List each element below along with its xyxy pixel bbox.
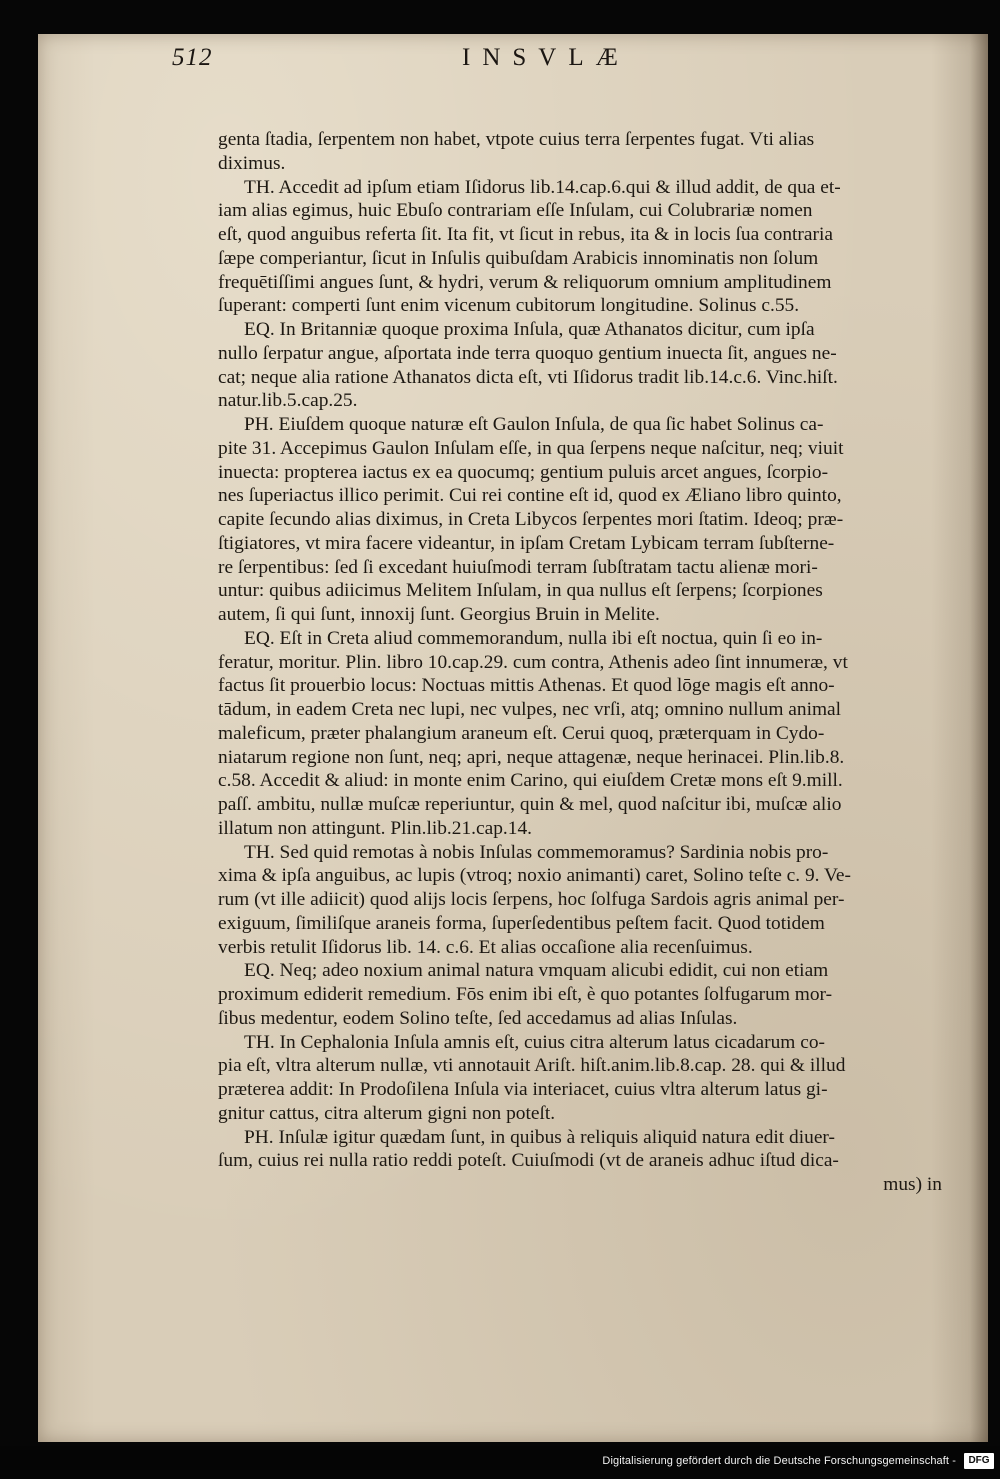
page-header xyxy=(172,44,932,84)
text-line: gnitur cattus, citra alterum gigni non poteſt. xyxy=(218,1102,556,1124)
text-line: præterea addit: In Prodoſilena Inſula via interiacet, cuius vltra alterum latus gi- xyxy=(218,1079,828,1100)
text-line: exiguum, ſimiliſque araneis forma, ſuperſedentibus peſtem facit. Quod totidem xyxy=(218,912,825,934)
text-line: capite ſecundo alias diximus, in Creta Libycos ſerpentes mori ſtatim. Ideoq; præ- xyxy=(218,509,844,530)
running-head: INSVLÆ xyxy=(462,44,630,71)
text-line: natur.lib.5.cap.25. xyxy=(218,390,358,412)
body-text xyxy=(218,128,958,1197)
text-line: autem, ſi qui ſunt, innoxij ſunt. Georgius Bruin in Melite. xyxy=(218,604,660,625)
text-line: TH. Accedit ad ipſum etiam Iſidorus lib.14.cap.6.qui & illud addit, de qua et- xyxy=(244,176,841,198)
text-line: re ſerpentibus: ſed ſi excedant huiuſmodi terram ſubſtratam tactu alienæ mori- xyxy=(218,556,818,578)
text-line: PH. Eiuſdem quoque naturæ eſt Gaulon Inſula, de qua ſic habet Solinus ca- xyxy=(244,414,824,435)
text-line: nullo ſerpatur angue, aſportata inde terra quoquo gentium inuecta ſit, angues ne- xyxy=(218,342,837,364)
page-edge-shadow xyxy=(970,34,988,1442)
digitization-footer xyxy=(0,1446,1000,1479)
text-line: paſſ. ambitu, nullæ muſcæ reperiuntur, quin & mel, quod naſcitur ibi, muſcæ alio xyxy=(218,794,842,815)
text-line: ſuperant: comperti ſunt enim vicenum cubitorum longitudine. Solinus c.55. xyxy=(218,295,800,317)
text-line: rum (vt ille adiicit) quod alijs locis ſerpens, hoc ſolfuga Sardois agris animal per- xyxy=(218,889,845,910)
page-number: 512 xyxy=(172,44,213,71)
text-line: tādum, in eadem Creta nec lupi, nec vulpes, nec vrſi, atq; omnino nullum animal xyxy=(218,699,842,720)
footer-credit: Digitalisierung gefördert durch die Deutsche Forschungsgemeinschaft - xyxy=(602,1455,956,1467)
text-line: inuecta: propterea iactus ex ea quocumq; gentium puluis arcet angues, ſcorpio- xyxy=(218,461,829,483)
text-line: untur: quibus adiicimus Melitem Inſulam, in qua nullus eſt ſerpens; ſcorpiones xyxy=(218,580,823,602)
text-line: eſt, quod anguibus referta ſit. Ita fit, vt ſicut in rebus, ita & in locis ſua contraria xyxy=(218,224,833,245)
text-line: feratur, moritur. Plin. libro 10.cap.29. cum contra, Athenis adeo ſint innumeræ, vt xyxy=(218,651,848,673)
text-line: genta ſtadia, ſerpentem non habet, vtpote cuius terra ſerpentes fugat. Vti alias xyxy=(218,129,815,150)
text-line: PH. Inſulæ igitur quædam ſunt, in quibus à reliquis aliquid natura edit diuer- xyxy=(244,1126,835,1148)
text-line: proximum ediderit remedium. Fōs enim ibi eſt, è quo potantes ſolfugarum mor- xyxy=(218,984,833,1005)
text-line: c.58. Accedit & aliud: in monte enim Carino, qui eiuſdem Cretæ mons eſt 9.mill. xyxy=(218,770,843,792)
text-line: EQ. Eſt in Creta aliud commemorandum, nulla ibi eſt noctua, quin ſi eo in- xyxy=(244,627,823,649)
text-line: illatum non attingunt. Plin.lib.21.cap.14. xyxy=(218,817,532,839)
text-line: cat; neque alia ratione Athanatos dicta eſt, vti Iſidorus tradit lib.14.c.6. Vinc.hiſt. xyxy=(218,366,838,388)
text-line: TH. Sed quid remotas à nobis Inſulas commemoramus? Sardinia nobis pro- xyxy=(244,841,829,863)
text-line: EQ. In Britanniæ quoque proxima Inſula, quæ Athanatos dicitur, cum ipſa xyxy=(244,319,815,340)
dfg-logo-icon: DFG xyxy=(964,1453,994,1469)
text-line: ſum, cuius rei nulla ratio reddi poteſt. Cuiuſmodi (vt de araneis adhuc iſtud dica- xyxy=(218,1150,839,1172)
text-line: ſibus medentur, eodem Solino teſte, ſed accedamus ad alias Inſulas. xyxy=(218,1007,738,1029)
text-line: frequētiſſimi angues ſunt, & hydri, verum & reliquorum omnium amplitudinem xyxy=(218,271,832,293)
text-line: maleficum, præter phalangium araneum eſt. Cerui quoq, præterquam in Cydo- xyxy=(218,722,825,744)
text-line: verbis retulit Iſidorus lib. 14. c.6. Et alias occaſione alia recenſuimus. xyxy=(218,936,753,958)
text-line: nes ſuperiactus illico perimit. Cui rei contine eſt id, quod ex Æliano libro quinto, xyxy=(218,485,842,507)
text-line: EQ. Neq; adeo noxium animal natura vmquam alicubi edidit, cui non etiam xyxy=(244,960,829,982)
text-line: niatarum regione non ſunt, neq; apri, neque attagenæ, neque herinacei. Plin.lib.8. xyxy=(218,746,845,768)
catchword-line: mus) in xyxy=(883,1174,942,1195)
text-line: xima & ipſa anguibus, ac lupis (vtroq; noxio animanti) caret, Solino teſte c. 9. Ve- xyxy=(218,865,851,887)
text-line: pite 31. Accepimus Gaulon Inſulam eſſe, in qua ſerpens neque naſcitur, neq; viuit xyxy=(218,437,844,459)
text-line: iam alias egimus, huic Ebuſo contrariam eſſe Inſulam, cui Colubrariæ nomen xyxy=(218,200,813,222)
text-line: pia eſt, vltra alterum nullæ, vti annotauit Ariſt. hiſt.anim.lib.8.cap. 28. qui & illud xyxy=(218,1055,846,1077)
text-line: diximus. xyxy=(218,152,286,174)
text-line: factus ſit prouerbio locus: Noctuas mittis Athenas. Et quod lōge magis eſt anno- xyxy=(218,675,835,697)
text-line: ſæpe comperiantur, ſicut in Inſulis quibuſdam Arabicis innominatis non ſolum xyxy=(218,247,819,269)
text-line: TH. In Cephalonia Inſula amnis eſt, cuius citra alterum latus cicadarum co- xyxy=(244,1031,825,1053)
text-line: ſtigiatores, vt mira facere videantur, in ipſam Cretam Lybicam terram ſubſterne- xyxy=(218,532,835,554)
